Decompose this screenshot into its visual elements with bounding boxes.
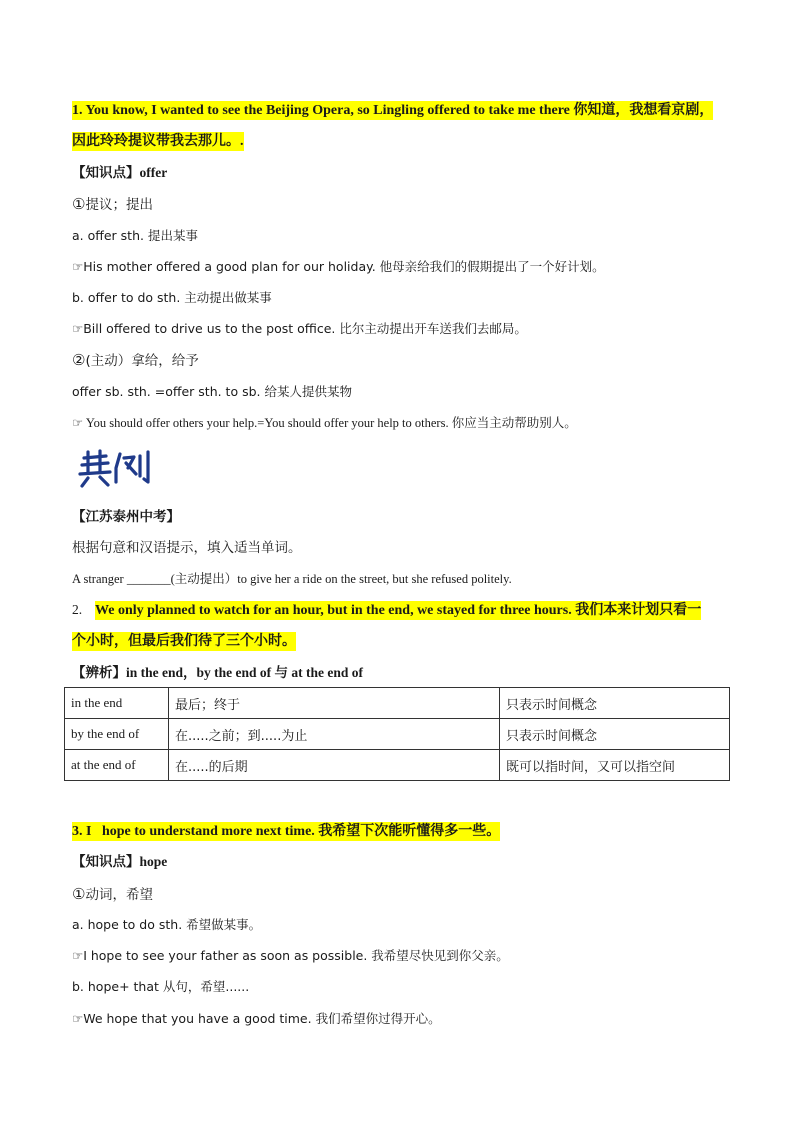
item3-heading: 3. I hope to understand more next time. 我希望下次能听懂得多一些。 [72, 824, 501, 839]
table-cell: 最后；终于 [169, 688, 500, 719]
item1-pattern-a: a. offer sth. 提出某事 [72, 228, 198, 243]
table-row [65, 719, 730, 750]
table-cell: 只表示时间概念 [500, 719, 730, 750]
exam-source: 【江苏泰州中考】 [72, 509, 180, 525]
table-cell: by the end of [65, 719, 169, 750]
table-cell: 在.....的后期 [169, 750, 500, 781]
exam-question: A stranger _______(主动提出）to give her a ride on the street, but she refused politely. [72, 572, 512, 586]
item3-knowledge-label: 【知识点】hope [72, 854, 168, 869]
item2-heading-line1: 2. We only planned to watch for an hour, but in the end, we stayed for three hours. 我们本来计划只看一 [72, 602, 702, 618]
table-cell: 既可以指时间，又可以指空间 [500, 750, 730, 781]
item2-heading-line2: 个小时，但最后我们待了三个小时。 [72, 634, 296, 649]
table-row [65, 750, 730, 781]
exam-instruction: 根据句意和汉语提示，填入适当单词。 [72, 540, 302, 556]
item1-knowledge-label: 【知识点】offer [72, 165, 168, 180]
item1-example-2: ☞Bill offered to drive us to the post office. 比尔主动提出开车送我们去邮局。 [72, 321, 527, 336]
item1-example-1: ☞His mother offered a good plan for our holiday. 他母亲给我们的假期提出了一个好计划。 [72, 259, 605, 274]
item3-example-2: ☞We hope that you have a good time. 我们希望你过得开心。 [72, 1011, 441, 1026]
example-logo-icon [76, 448, 156, 490]
comparison-table [64, 687, 730, 781]
item1-heading-line2: 因此玲玲提议带我去那儿。. [72, 134, 244, 149]
table-cell: at the end of [65, 750, 169, 781]
item1-pattern-c: offer sb. sth. =offer sth. to sb. 给某人提供某物 [72, 384, 352, 399]
item1-example-3: ☞ You should offer others your help.=You should offer your help to others. 你应当主动帮助别人。 [72, 416, 577, 430]
item1-sense2: ②(主动）拿给，给予 [72, 351, 199, 369]
table-cell: in the end [65, 688, 169, 719]
item1-heading-line1: 1. You know, I wanted to see the Beijing Opera, so Lingling offered to take me there 你知道，我想看京剧， [72, 103, 714, 118]
table-row [65, 688, 730, 719]
item1-pattern-b: b. offer to do sth. 主动提出做某事 [72, 290, 272, 305]
item3-pattern-a: a. hope to do sth. 希望做某事。 [72, 917, 262, 932]
item1-sense1: ①提议；提出 [72, 195, 153, 213]
item3-sense1: ①动词，希望 [72, 885, 153, 903]
item3-pattern-b: b. hope+ that 从句，希望...... [72, 979, 250, 994]
item3-example-1: ☞I hope to see your father as soon as possible. 我希望尽快见到你父亲。 [72, 948, 509, 963]
table-cell: 在.....之前；到.....为止 [169, 719, 500, 750]
table-cell: 只表示时间概念 [500, 688, 730, 719]
item2-analysis-label: 【辨析】in the end，by the end of 与 at the end of [72, 665, 364, 680]
